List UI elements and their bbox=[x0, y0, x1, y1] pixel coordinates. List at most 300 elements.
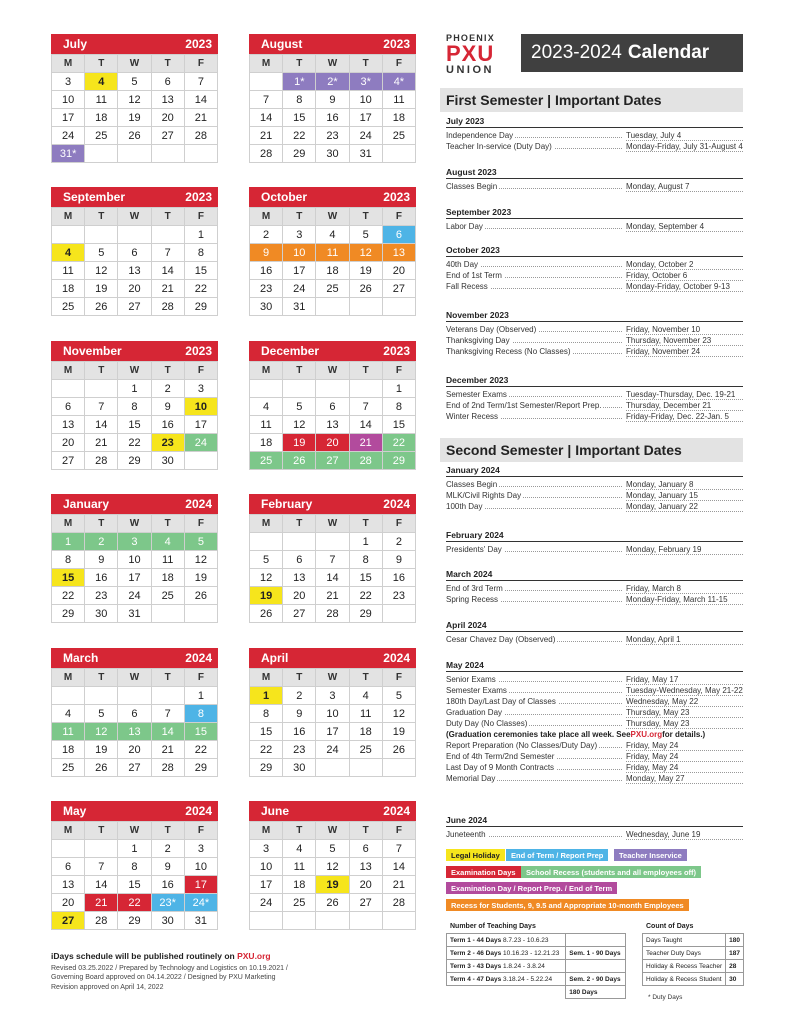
day-cell bbox=[85, 687, 118, 705]
day-cell: 7 bbox=[316, 551, 349, 569]
month-name: October bbox=[261, 190, 308, 204]
day-cell: 22 bbox=[52, 587, 85, 605]
event-date: Wednesday, June 19 bbox=[626, 830, 743, 840]
day-cell: 21 bbox=[250, 127, 283, 145]
count-value bbox=[726, 934, 744, 947]
date-row bbox=[446, 259, 743, 270]
day-cell: 19 bbox=[283, 434, 316, 452]
month-year: 2023 bbox=[185, 190, 212, 204]
day-cell: 7 bbox=[85, 858, 118, 876]
weekday-label: M bbox=[52, 208, 85, 226]
day-cell: 28 bbox=[383, 894, 416, 912]
weekday-label: F bbox=[383, 208, 416, 226]
event-text: Teacher In-service (Duty Day) bbox=[446, 142, 552, 151]
event-text: Thanksgiving Day bbox=[446, 336, 510, 345]
total-days bbox=[566, 986, 626, 999]
day-cell: 12 bbox=[185, 551, 218, 569]
event-name bbox=[446, 336, 626, 345]
day-cell: 16 bbox=[85, 569, 118, 587]
weekday-label: M bbox=[52, 669, 85, 687]
date-group bbox=[446, 207, 743, 232]
day-cell bbox=[152, 605, 185, 623]
day-cell: 18 bbox=[316, 262, 349, 280]
day-cell: 30 bbox=[283, 759, 316, 777]
day-cell: 10 bbox=[316, 705, 349, 723]
day-cell: 20 bbox=[118, 741, 151, 759]
day-cell: 18 bbox=[350, 723, 383, 741]
day-cell: 26 bbox=[250, 605, 283, 623]
day-cell: 21 bbox=[316, 587, 349, 605]
month-name: August bbox=[261, 37, 303, 51]
day-cell bbox=[316, 912, 349, 930]
month-header bbox=[51, 801, 218, 821]
legend-recess-students: Recess for Students, 9, 9.5 and Appropriate 10-month Employees bbox=[446, 899, 689, 911]
event-name bbox=[446, 142, 626, 151]
weekday-label: F bbox=[185, 362, 218, 380]
month-year: 2024 bbox=[185, 804, 212, 818]
day-cell: 14 bbox=[152, 723, 185, 741]
logo-line-3: UNION bbox=[446, 64, 494, 76]
day-cell: 24 bbox=[283, 280, 316, 298]
month-header bbox=[249, 341, 416, 361]
day-cell bbox=[152, 687, 185, 705]
day-cell: 9 bbox=[383, 551, 416, 569]
event-name bbox=[446, 763, 626, 772]
day-cell: 14 bbox=[152, 262, 185, 280]
event-date: Tuesday, July 4 bbox=[626, 131, 743, 141]
day-cell: 22 bbox=[185, 741, 218, 759]
day-cell: 7 bbox=[350, 398, 383, 416]
day-cell: 5 bbox=[383, 687, 416, 705]
day-cell: 15 bbox=[250, 723, 283, 741]
day-cell: 22 bbox=[118, 894, 151, 912]
day-cell bbox=[52, 840, 85, 858]
weekday-label: T bbox=[350, 669, 383, 687]
event-text: Semester Exams bbox=[446, 390, 507, 399]
calendar-april bbox=[249, 648, 416, 777]
event-text: Graduation Day bbox=[446, 708, 503, 717]
day-cell: 11 bbox=[283, 858, 316, 876]
day-cell: 11 bbox=[85, 91, 118, 109]
pxu-link[interactable]: PXU.org bbox=[237, 951, 271, 961]
day-cell bbox=[185, 452, 218, 470]
pxu-link[interactable]: PXU.org bbox=[630, 730, 663, 739]
weekday-label: T bbox=[85, 515, 118, 533]
day-cell: 6 bbox=[52, 858, 85, 876]
day-cell: 5 bbox=[85, 244, 118, 262]
day-cell bbox=[350, 298, 383, 316]
day-cell: 4* bbox=[383, 73, 416, 91]
date-row bbox=[446, 740, 743, 751]
footer-line-1-text: iDays schedule will be published routinely on bbox=[51, 951, 238, 961]
date-group bbox=[446, 116, 743, 152]
day-cell: 15 bbox=[185, 262, 218, 280]
term-label: Term 2 - 46 Days bbox=[450, 949, 502, 957]
day-cell: 3 bbox=[118, 533, 151, 551]
event-name bbox=[446, 635, 626, 644]
day-cell: 19 bbox=[118, 109, 151, 127]
legend-teacher-inservice: Teacher Inservice bbox=[614, 849, 687, 861]
teaching-row bbox=[447, 960, 626, 973]
day-cell: 18 bbox=[250, 434, 283, 452]
term-range: 3.18.24 - 5.22.24 bbox=[503, 975, 553, 983]
day-cell: 11 bbox=[316, 244, 349, 262]
month-grid bbox=[51, 54, 218, 163]
event-date: Friday, October 6 bbox=[626, 271, 743, 281]
day-cell: 19 bbox=[250, 587, 283, 605]
day-cell: 16 bbox=[383, 569, 416, 587]
day-cell: 21 bbox=[152, 741, 185, 759]
calendar-september bbox=[51, 187, 218, 316]
day-cell: 26 bbox=[283, 452, 316, 470]
weekday-label: T bbox=[152, 669, 185, 687]
event-name bbox=[446, 675, 626, 684]
group-title: May 2024 bbox=[446, 660, 743, 672]
weekday-label: W bbox=[118, 55, 151, 73]
pxu-logo bbox=[446, 34, 516, 76]
day-cell: 3 bbox=[283, 226, 316, 244]
event-text: Memorial Day bbox=[446, 774, 496, 783]
day-cell: 11 bbox=[250, 416, 283, 434]
day-cell: 25 bbox=[316, 280, 349, 298]
day-cell: 29 bbox=[185, 759, 218, 777]
group-title: February 2024 bbox=[446, 530, 743, 542]
day-cell: 14 bbox=[350, 416, 383, 434]
day-cell: 3 bbox=[185, 380, 218, 398]
day-cell: 6 bbox=[283, 551, 316, 569]
month-name: June bbox=[261, 804, 290, 818]
day-cell: 19 bbox=[350, 262, 383, 280]
day-cell: 6 bbox=[52, 398, 85, 416]
day-cell: 14 bbox=[250, 109, 283, 127]
day-cell: 10 bbox=[250, 858, 283, 876]
day-cell bbox=[185, 145, 218, 163]
event-name bbox=[446, 390, 626, 399]
day-cell: 3 bbox=[316, 687, 349, 705]
day-cell: 15 bbox=[118, 876, 151, 894]
weekday-label: T bbox=[85, 208, 118, 226]
day-cell: 8 bbox=[185, 244, 218, 262]
date-group bbox=[446, 245, 743, 292]
day-cell: 30 bbox=[152, 452, 185, 470]
day-cell: 26 bbox=[85, 759, 118, 777]
date-row bbox=[446, 270, 743, 281]
day-cell: 9 bbox=[250, 244, 283, 262]
count-value-text: 180 bbox=[729, 936, 740, 944]
term-label: Term 1 - 44 Days bbox=[450, 936, 502, 944]
day-cell: 17 bbox=[283, 262, 316, 280]
weekday-label: W bbox=[316, 55, 349, 73]
group-title: January 2024 bbox=[446, 465, 743, 477]
month-grid bbox=[249, 54, 416, 163]
date-row bbox=[446, 674, 743, 685]
weekday-label: F bbox=[383, 669, 416, 687]
month-grid bbox=[51, 361, 218, 470]
day-cell: 13 bbox=[118, 262, 151, 280]
day-cell: 30 bbox=[250, 298, 283, 316]
count-value bbox=[726, 960, 744, 973]
event-text: Veterans Day (Observed) bbox=[446, 325, 537, 334]
day-cell: 1* bbox=[283, 73, 316, 91]
weekday-label: T bbox=[85, 362, 118, 380]
day-cell: 17 bbox=[316, 723, 349, 741]
date-row bbox=[446, 762, 743, 773]
weekday-label: W bbox=[316, 208, 349, 226]
weekday-label: T bbox=[283, 669, 316, 687]
weekday-label: M bbox=[52, 822, 85, 840]
event-date: Wednesday, May 22 bbox=[626, 697, 743, 707]
day-cell: 29 bbox=[185, 298, 218, 316]
event-name bbox=[446, 697, 626, 706]
event-text: Classes Begin bbox=[446, 480, 498, 489]
legend-exam-report-prep: Examination Day / Report Prep. / End of Term bbox=[446, 882, 617, 894]
date-group bbox=[446, 375, 743, 422]
semester-days bbox=[566, 947, 626, 960]
weekday-label: T bbox=[350, 822, 383, 840]
month-name: April bbox=[261, 651, 289, 665]
count-label: Holiday & Recess Teacher bbox=[643, 960, 726, 973]
day-cell: 10 bbox=[185, 858, 218, 876]
day-cell: 21 bbox=[185, 109, 218, 127]
event-text: Semester Exams bbox=[446, 686, 507, 695]
weekday-label: F bbox=[185, 208, 218, 226]
date-group bbox=[446, 815, 743, 840]
day-cell: 11 bbox=[52, 723, 85, 741]
day-cell: 28 bbox=[250, 145, 283, 163]
event-date: Friday, May 24 bbox=[626, 752, 743, 762]
day-cell: 6 bbox=[383, 226, 416, 244]
day-cell: 14 bbox=[85, 876, 118, 894]
day-cell: 11 bbox=[383, 91, 416, 109]
empty-cell bbox=[447, 986, 566, 999]
day-cell: 15 bbox=[185, 723, 218, 741]
day-cell: 12 bbox=[85, 262, 118, 280]
day-cell: 5 bbox=[250, 551, 283, 569]
day-cell: 22 bbox=[383, 434, 416, 452]
event-name bbox=[446, 502, 626, 511]
day-cell: 24* bbox=[185, 894, 218, 912]
day-cell: 31 bbox=[118, 605, 151, 623]
day-cell: 4 bbox=[52, 705, 85, 723]
month-grid bbox=[249, 361, 416, 470]
legend-end-of-term: End of Term / Report Prep bbox=[506, 849, 608, 861]
day-cell: 14 bbox=[85, 416, 118, 434]
teaching-row bbox=[447, 973, 626, 986]
month-year: 2024 bbox=[383, 651, 410, 665]
event-date: Monday, April 1 bbox=[626, 635, 743, 645]
day-cell: 29 bbox=[52, 605, 85, 623]
day-cell: 5 bbox=[350, 226, 383, 244]
event-text: 100th Day bbox=[446, 502, 483, 511]
day-cell: 24 bbox=[185, 434, 218, 452]
weekday-label: T bbox=[152, 822, 185, 840]
date-group bbox=[446, 660, 743, 784]
day-cell: 28 bbox=[85, 912, 118, 930]
event-name bbox=[446, 271, 626, 280]
month-name: February bbox=[261, 497, 313, 511]
event-text: End of 3rd Term bbox=[446, 584, 503, 593]
event-date: Monday, October 2 bbox=[626, 260, 743, 270]
count-value-text: 28 bbox=[729, 962, 737, 970]
day-cell: 23 bbox=[152, 434, 185, 452]
event-name bbox=[446, 347, 626, 356]
day-cell: 25 bbox=[250, 452, 283, 470]
day-cell: 8 bbox=[118, 858, 151, 876]
date-group bbox=[446, 167, 743, 192]
term-range: 8.7.23 - 10.6.23 bbox=[503, 936, 549, 944]
weekday-label: T bbox=[283, 55, 316, 73]
day-cell bbox=[85, 840, 118, 858]
day-cell: 17 bbox=[118, 569, 151, 587]
day-cell: 13 bbox=[316, 416, 349, 434]
day-cell: 19 bbox=[85, 741, 118, 759]
group-title: June 2024 bbox=[446, 815, 743, 827]
calendar-may bbox=[51, 801, 218, 930]
day-cell: 8 bbox=[350, 551, 383, 569]
day-cell: 24 bbox=[350, 127, 383, 145]
teaching-days-title: Number of Teaching Days bbox=[450, 923, 536, 930]
day-cell bbox=[152, 226, 185, 244]
weekday-label: T bbox=[350, 208, 383, 226]
weekday-label: M bbox=[250, 362, 283, 380]
group-title: November 2023 bbox=[446, 310, 743, 322]
calendar-february bbox=[249, 494, 416, 623]
date-row bbox=[446, 634, 743, 645]
day-cell bbox=[383, 298, 416, 316]
date-row bbox=[446, 773, 743, 784]
day-cell bbox=[383, 912, 416, 930]
day-cell bbox=[283, 533, 316, 551]
date-group bbox=[446, 620, 743, 645]
day-cell: 13 bbox=[118, 723, 151, 741]
day-cell bbox=[350, 912, 383, 930]
day-cell: 18 bbox=[52, 280, 85, 298]
day-cell: 23 bbox=[283, 741, 316, 759]
date-row bbox=[446, 490, 743, 501]
day-cell: 15 bbox=[283, 109, 316, 127]
weekday-label: T bbox=[350, 515, 383, 533]
day-cell: 13 bbox=[383, 244, 416, 262]
term-range: 10.16.23 - 12.21.23 bbox=[503, 949, 560, 957]
weekday-label: M bbox=[250, 515, 283, 533]
date-row bbox=[446, 389, 743, 400]
count-value bbox=[726, 947, 744, 960]
day-cell: 19 bbox=[383, 723, 416, 741]
logo-line-1: PHOENIX bbox=[446, 33, 495, 43]
day-cell bbox=[383, 145, 416, 163]
legend-legal-holiday: Legal Holiday bbox=[446, 849, 505, 861]
day-cell bbox=[383, 759, 416, 777]
month-header bbox=[51, 494, 218, 514]
day-cell bbox=[152, 145, 185, 163]
day-cell: 30 bbox=[85, 605, 118, 623]
day-cell: 16 bbox=[152, 876, 185, 894]
day-cell: 1 bbox=[52, 533, 85, 551]
day-cell bbox=[250, 533, 283, 551]
day-cell: 21 bbox=[85, 434, 118, 452]
day-cell: 4 bbox=[250, 398, 283, 416]
title-year: 2023-2024 bbox=[531, 42, 622, 63]
total-days-label: 180 Days bbox=[569, 988, 598, 996]
event-text: Juneteenth bbox=[446, 830, 486, 839]
day-cell bbox=[316, 533, 349, 551]
weekday-label: T bbox=[152, 55, 185, 73]
day-cell: 28 bbox=[185, 127, 218, 145]
day-cell: 20 bbox=[52, 434, 85, 452]
weekday-label: T bbox=[152, 362, 185, 380]
day-cell: 22 bbox=[185, 280, 218, 298]
month-year: 2024 bbox=[383, 804, 410, 818]
event-date: Friday, November 24 bbox=[626, 347, 743, 357]
event-date: Tuesday-Thursday, Dec. 19-21 bbox=[626, 390, 743, 400]
event-name bbox=[446, 774, 626, 783]
event-name bbox=[446, 260, 626, 269]
day-cell: 12 bbox=[118, 91, 151, 109]
day-cell: 15 bbox=[350, 569, 383, 587]
month-grid bbox=[51, 668, 218, 777]
event-text: End of 4th Term/2nd Semester bbox=[446, 752, 555, 761]
weekday-label: F bbox=[383, 362, 416, 380]
weekday-label: F bbox=[383, 822, 416, 840]
weekday-label: M bbox=[250, 55, 283, 73]
event-date: Thursday, December 21 bbox=[626, 401, 743, 411]
day-cell: 13 bbox=[283, 569, 316, 587]
count-row bbox=[643, 960, 744, 973]
day-cell: 28 bbox=[350, 452, 383, 470]
day-cell: 7 bbox=[185, 73, 218, 91]
event-name bbox=[446, 752, 626, 761]
event-name bbox=[446, 719, 626, 728]
month-grid bbox=[51, 207, 218, 316]
day-cell: 4 bbox=[283, 840, 316, 858]
month-grid bbox=[51, 821, 218, 930]
teaching-total-row bbox=[447, 986, 626, 999]
day-cell: 27 bbox=[350, 894, 383, 912]
day-cell: 27 bbox=[52, 912, 85, 930]
day-cell bbox=[118, 687, 151, 705]
event-date: Friday, May 24 bbox=[626, 741, 743, 751]
count-value-text: 187 bbox=[729, 949, 740, 957]
day-cell bbox=[85, 380, 118, 398]
day-cell: 19 bbox=[185, 569, 218, 587]
day-cell: 23 bbox=[250, 280, 283, 298]
event-name bbox=[446, 131, 626, 140]
term-cell bbox=[447, 960, 566, 973]
event-text: 40th Day bbox=[446, 260, 479, 269]
day-cell: 27 bbox=[118, 759, 151, 777]
weekday-label: T bbox=[152, 208, 185, 226]
day-cell: 22 bbox=[250, 741, 283, 759]
weekday-label: W bbox=[118, 362, 151, 380]
day-cell: 16 bbox=[250, 262, 283, 280]
count-row bbox=[643, 947, 744, 960]
weekday-label: M bbox=[250, 669, 283, 687]
day-cell: 25 bbox=[85, 127, 118, 145]
day-cell: 8 bbox=[52, 551, 85, 569]
group-title: August 2023 bbox=[446, 167, 743, 179]
day-cell: 25 bbox=[283, 894, 316, 912]
month-header bbox=[51, 648, 218, 668]
event-date: Monday, January 15 bbox=[626, 491, 743, 501]
day-cell: 26 bbox=[118, 127, 151, 145]
weekday-label: W bbox=[316, 822, 349, 840]
day-cell: 1 bbox=[350, 533, 383, 551]
month-header bbox=[249, 648, 416, 668]
weekday-label: T bbox=[283, 208, 316, 226]
event-name bbox=[446, 545, 626, 554]
weekday-label: T bbox=[283, 822, 316, 840]
month-year: 2023 bbox=[383, 190, 410, 204]
